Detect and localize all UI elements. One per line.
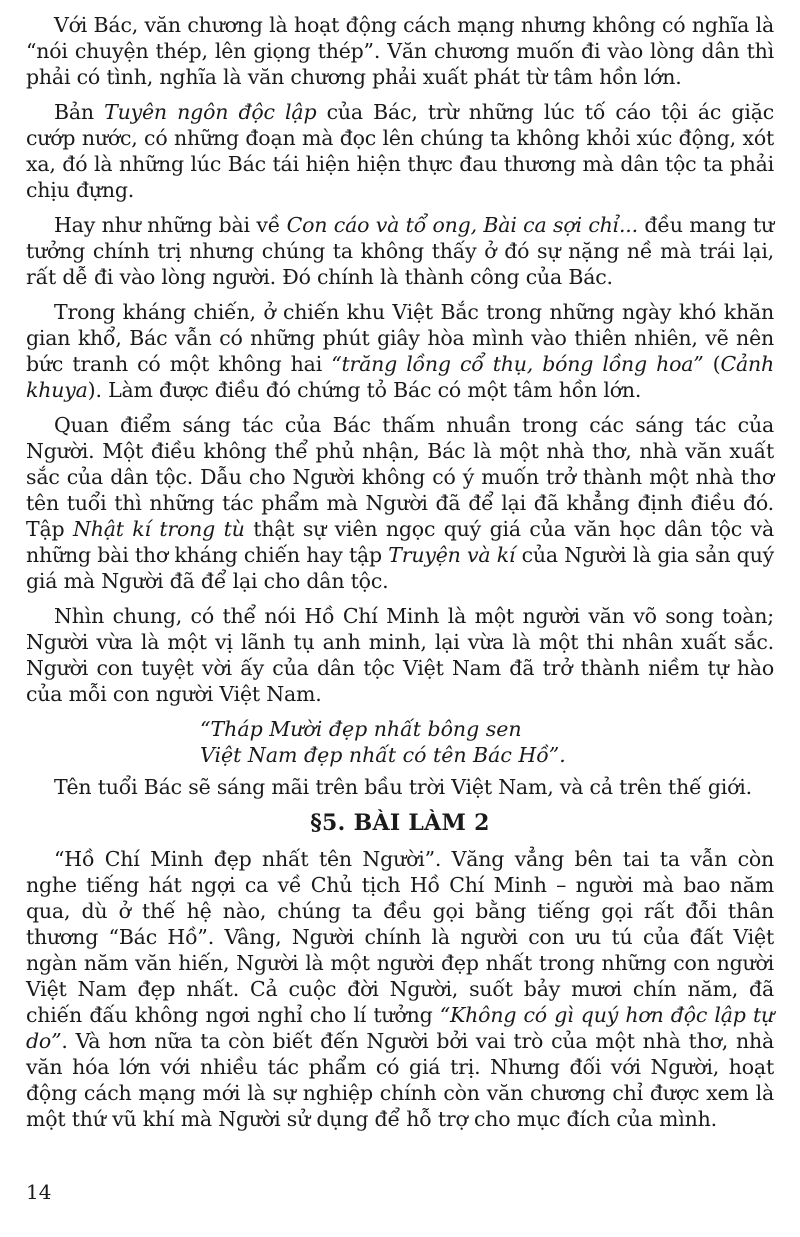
work-title: Con cáo và tổ ong, Bài ca sợi chỉ... xyxy=(286,213,638,237)
section-heading: §5. BÀI LÀM 2 xyxy=(310,810,490,836)
paragraph-text: đều mang tư tưởng chính trị nhưng chúng ta không thấy ở đó sự nặng nề mà trái lại, rất dễ đi vào lòng người. Đó chính là thành công của Bác. xyxy=(26,213,775,289)
paragraph-text: Quan điểm sáng tác của Bác thấm nhuần trong các sáng tác của Người. Một điều không thể phủ nhận, Bác là một nhà thơ, nhà văn xuất sắc của dân tộc. Dẫu cho Người không có ý muốn trở thành một nhà thơ tên tuổi thì những tác phẩm mà Người đã để lại đã khẳng định điều đó. Tập xyxy=(26,413,774,541)
paragraph-4 xyxy=(26,299,774,403)
paragraph-5 xyxy=(26,412,774,594)
work-title: Nhật kí trong tù xyxy=(72,517,245,541)
paragraph-text: Với Bác, văn chương là hoạt động cách mạng nhưng không có nghĩa là “nói chuyện thép, lên giọng thép”. Văn chương muốn đi vào lòng dân thì phải có tình, nghĩa là văn chương phải xuất phát từ tâm hồn lớn. xyxy=(26,13,774,89)
paragraph-text: Trong kháng chiến, ở chiến khu Việt Bắc trong những ngày khó khăn gian khổ, Bác vẫn có những phút giây hòa mình vào thiên nhiên, vẽ nên bức tranh có một không hai xyxy=(26,300,774,376)
quote: “Không có gì quý hơn độc lập tự do” xyxy=(26,1003,775,1053)
paragraph-text: Tên tuổi Bác sẽ sáng mãi trên bầu trời Việt Nam, và cả trên thế giới. xyxy=(54,775,752,799)
paragraph-2 xyxy=(26,99,774,203)
work-title: Tuyên ngôn độc lập xyxy=(104,100,317,124)
work-title: Cảnh khuya xyxy=(26,352,774,402)
paragraph-1 xyxy=(26,12,774,90)
work-title: Truyện và kí xyxy=(388,543,516,567)
poem-line-1: “Tháp Mười đẹp nhất bông sen xyxy=(200,717,522,741)
paragraph-text: ( xyxy=(703,352,721,376)
paragraph-text: . Và hơn nữa ta còn biết đến Người bởi vai trò của một nhà thơ, nhà văn hóa lớn với nhiều tác phẩm có giá trị. Nhưng đối với Người, hoạt động cách mạng mới là sự nghiệp chính còn văn chương chỉ được xem là một thứ vũ khí mà Người sử dụng để hỗ trợ cho mục đích của mình. xyxy=(26,1029,774,1131)
paragraph-text: Bản xyxy=(54,100,105,124)
paragraph-text: thật sự viên ngọc quý giá của văn học dân tộc và những bài thơ kháng chiến hay tập xyxy=(26,517,774,567)
poem-line-2: Việt Nam đẹp nhất có tên Bác Hồ”. xyxy=(200,743,566,767)
quote: “trăng lồng cổ thụ, bóng lồng hoa” xyxy=(331,352,704,376)
paragraph-text: “Hồ Chí Minh đẹp nhất tên Người”. Văng vẳng bên tai ta vẫn còn nghe tiếng hát ngợi ca về Chủ tịch Hồ Chí Minh – người mà bao năm qua, dù ở thế hệ nào, chúng ta đều gọi bằng tiếng gọi rất đỗi thân thương “Bác Hồ”. Vâng, Người chính là người con ưu tú của đất Việt ngàn năm văn hiến, Người là một người đẹp nhất trong những con người Việt Nam đẹp nhất. Cả cuộc đời Người, suốt bảy mươi chín năm, đã chiến đấu không ngơi nghỉ cho lí tưởng xyxy=(26,847,774,1027)
poem-quote xyxy=(200,716,774,768)
paragraph-7 xyxy=(26,774,774,800)
paragraph-text: của Bác, trừ những lúc tố cáo tội ác giặc cướp nước, có những đoạn mà đọc lên chúng ta không khỏi xúc động, xót xa, đó là những lúc Bác tái hiện hiện thực đau thương mà dân tộc ta phải chịu đựng. xyxy=(26,100,774,202)
paragraph-text: Hay như những bài về xyxy=(54,213,287,237)
paragraph-text: Nhìn chung, có thể nói Hồ Chí Minh là một người văn võ song toàn; Người vừa là một vị lãnh tụ anh minh, lại vừa là một thi nhân xuất sắc. Người con tuyệt vời ấy của dân tộc Việt Nam đã trở thành niềm tự hào của mỗi con người Việt Nam. xyxy=(26,604,774,706)
page-number: 14 xyxy=(26,1180,52,1204)
paragraph-text: của Người là gia sản quý giá mà Người đã để lại cho dân tộc. xyxy=(26,543,774,593)
paragraph-8 xyxy=(26,846,774,1132)
paragraph-3 xyxy=(26,212,774,290)
paragraph-6 xyxy=(26,603,774,707)
paragraph-text: ). Làm được điều đó chứng tỏ Bác có một tâm hồn lớn. xyxy=(87,378,642,402)
